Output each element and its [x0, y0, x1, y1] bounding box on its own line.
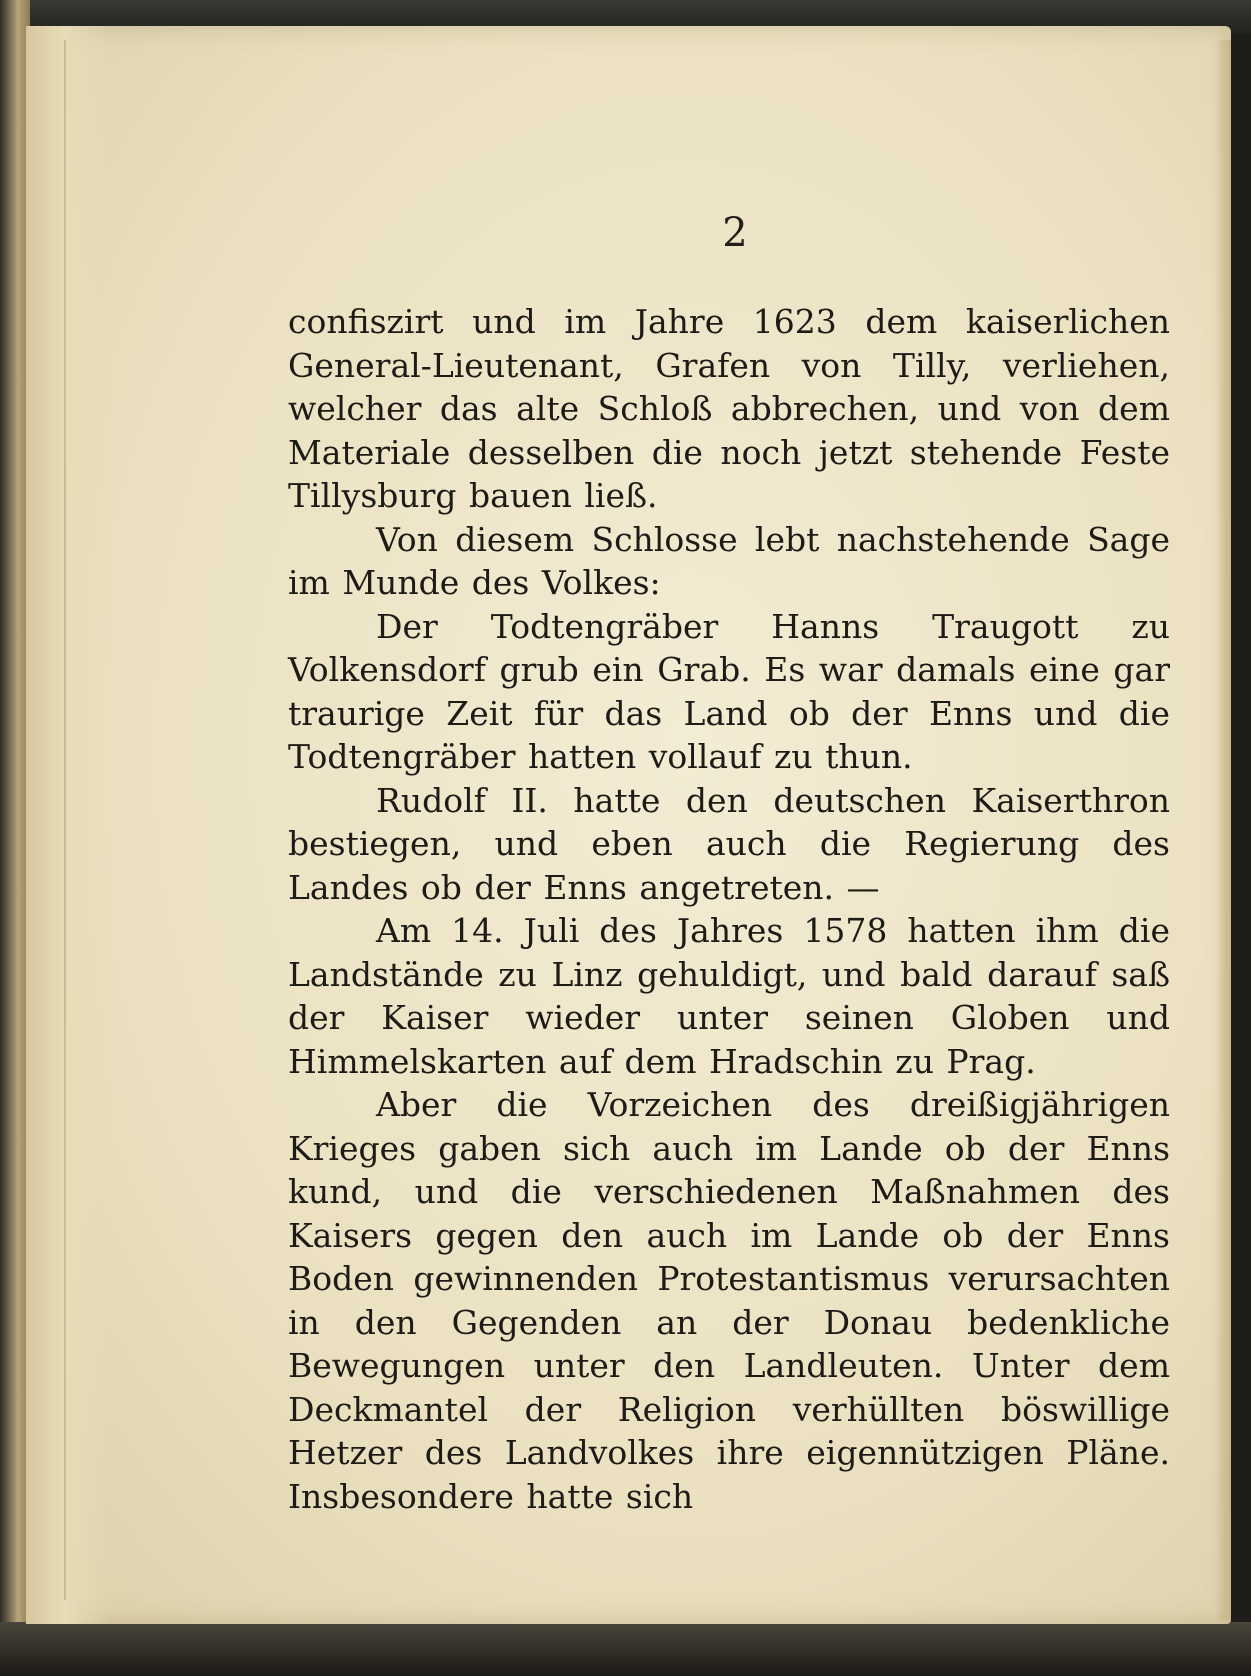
page-gutter-shadow — [26, 26, 112, 1624]
paragraph: Am 14. Juli des Jahres 1578 hatten ihm die Landstände zu Linz gehuldigt, und bald darauf saß der Kaiser wieder unter seinen Globen und Himmelskarten auf dem Hradschin zu Prag. — [288, 911, 1170, 1081]
book-cover-bottom-edge — [0, 1622, 1251, 1676]
paragraph: Von diesem Schlosse lebt nachstehende Sage im Munde des Volkes: — [288, 519, 1170, 602]
paragraph-continuation: confiszirt und im Jahre 1623 dem kaiserlichen General-Lieutenant, Grafen von Tilly, verliehen, welcher das alte Schloß abbrechen, und von dem Materiale desselben die noch jetzt stehende Feste Tillysburg bauen ließ. — [288, 302, 1170, 515]
page-right-edge-shadow — [1215, 40, 1231, 1620]
paragraph: Rudolf II. hatte den deutschen Kaiserthron bestiegen, und eben auch die Regierung des Landes ob der Enns angetreten. — — [288, 780, 1170, 907]
body-text — [288, 300, 1170, 1518]
paragraph: Der Todtengräber Hanns Traugott zu Volkensdorf grub ein Grab. Es war damals eine gar traurige Zeit für das Land ob der Enns und die Todtengräber hatten vollauf zu thun. — [288, 606, 1170, 776]
page-number: 2 — [722, 210, 748, 256]
binding-fold-line — [64, 40, 66, 1600]
paragraph: Aber die Vorzeichen des dreißigjährigen Krieges gaben sich auch im Lande ob der Enns kund, und die verschiedenen Maßnahmen des Kaisers gegen den auch im Lande ob der Enns Boden gewinnenden Protestantismus verursachten in den Gegenden an der Donau bedenkliche Bewegungen unter den Landleuten. Unter dem Deckmantel der Religion verhüllten böswillige Hetzer des Landvolkes ihre eigennützigen Pläne. Insbesondere hatte sich — [288, 1085, 1170, 1516]
